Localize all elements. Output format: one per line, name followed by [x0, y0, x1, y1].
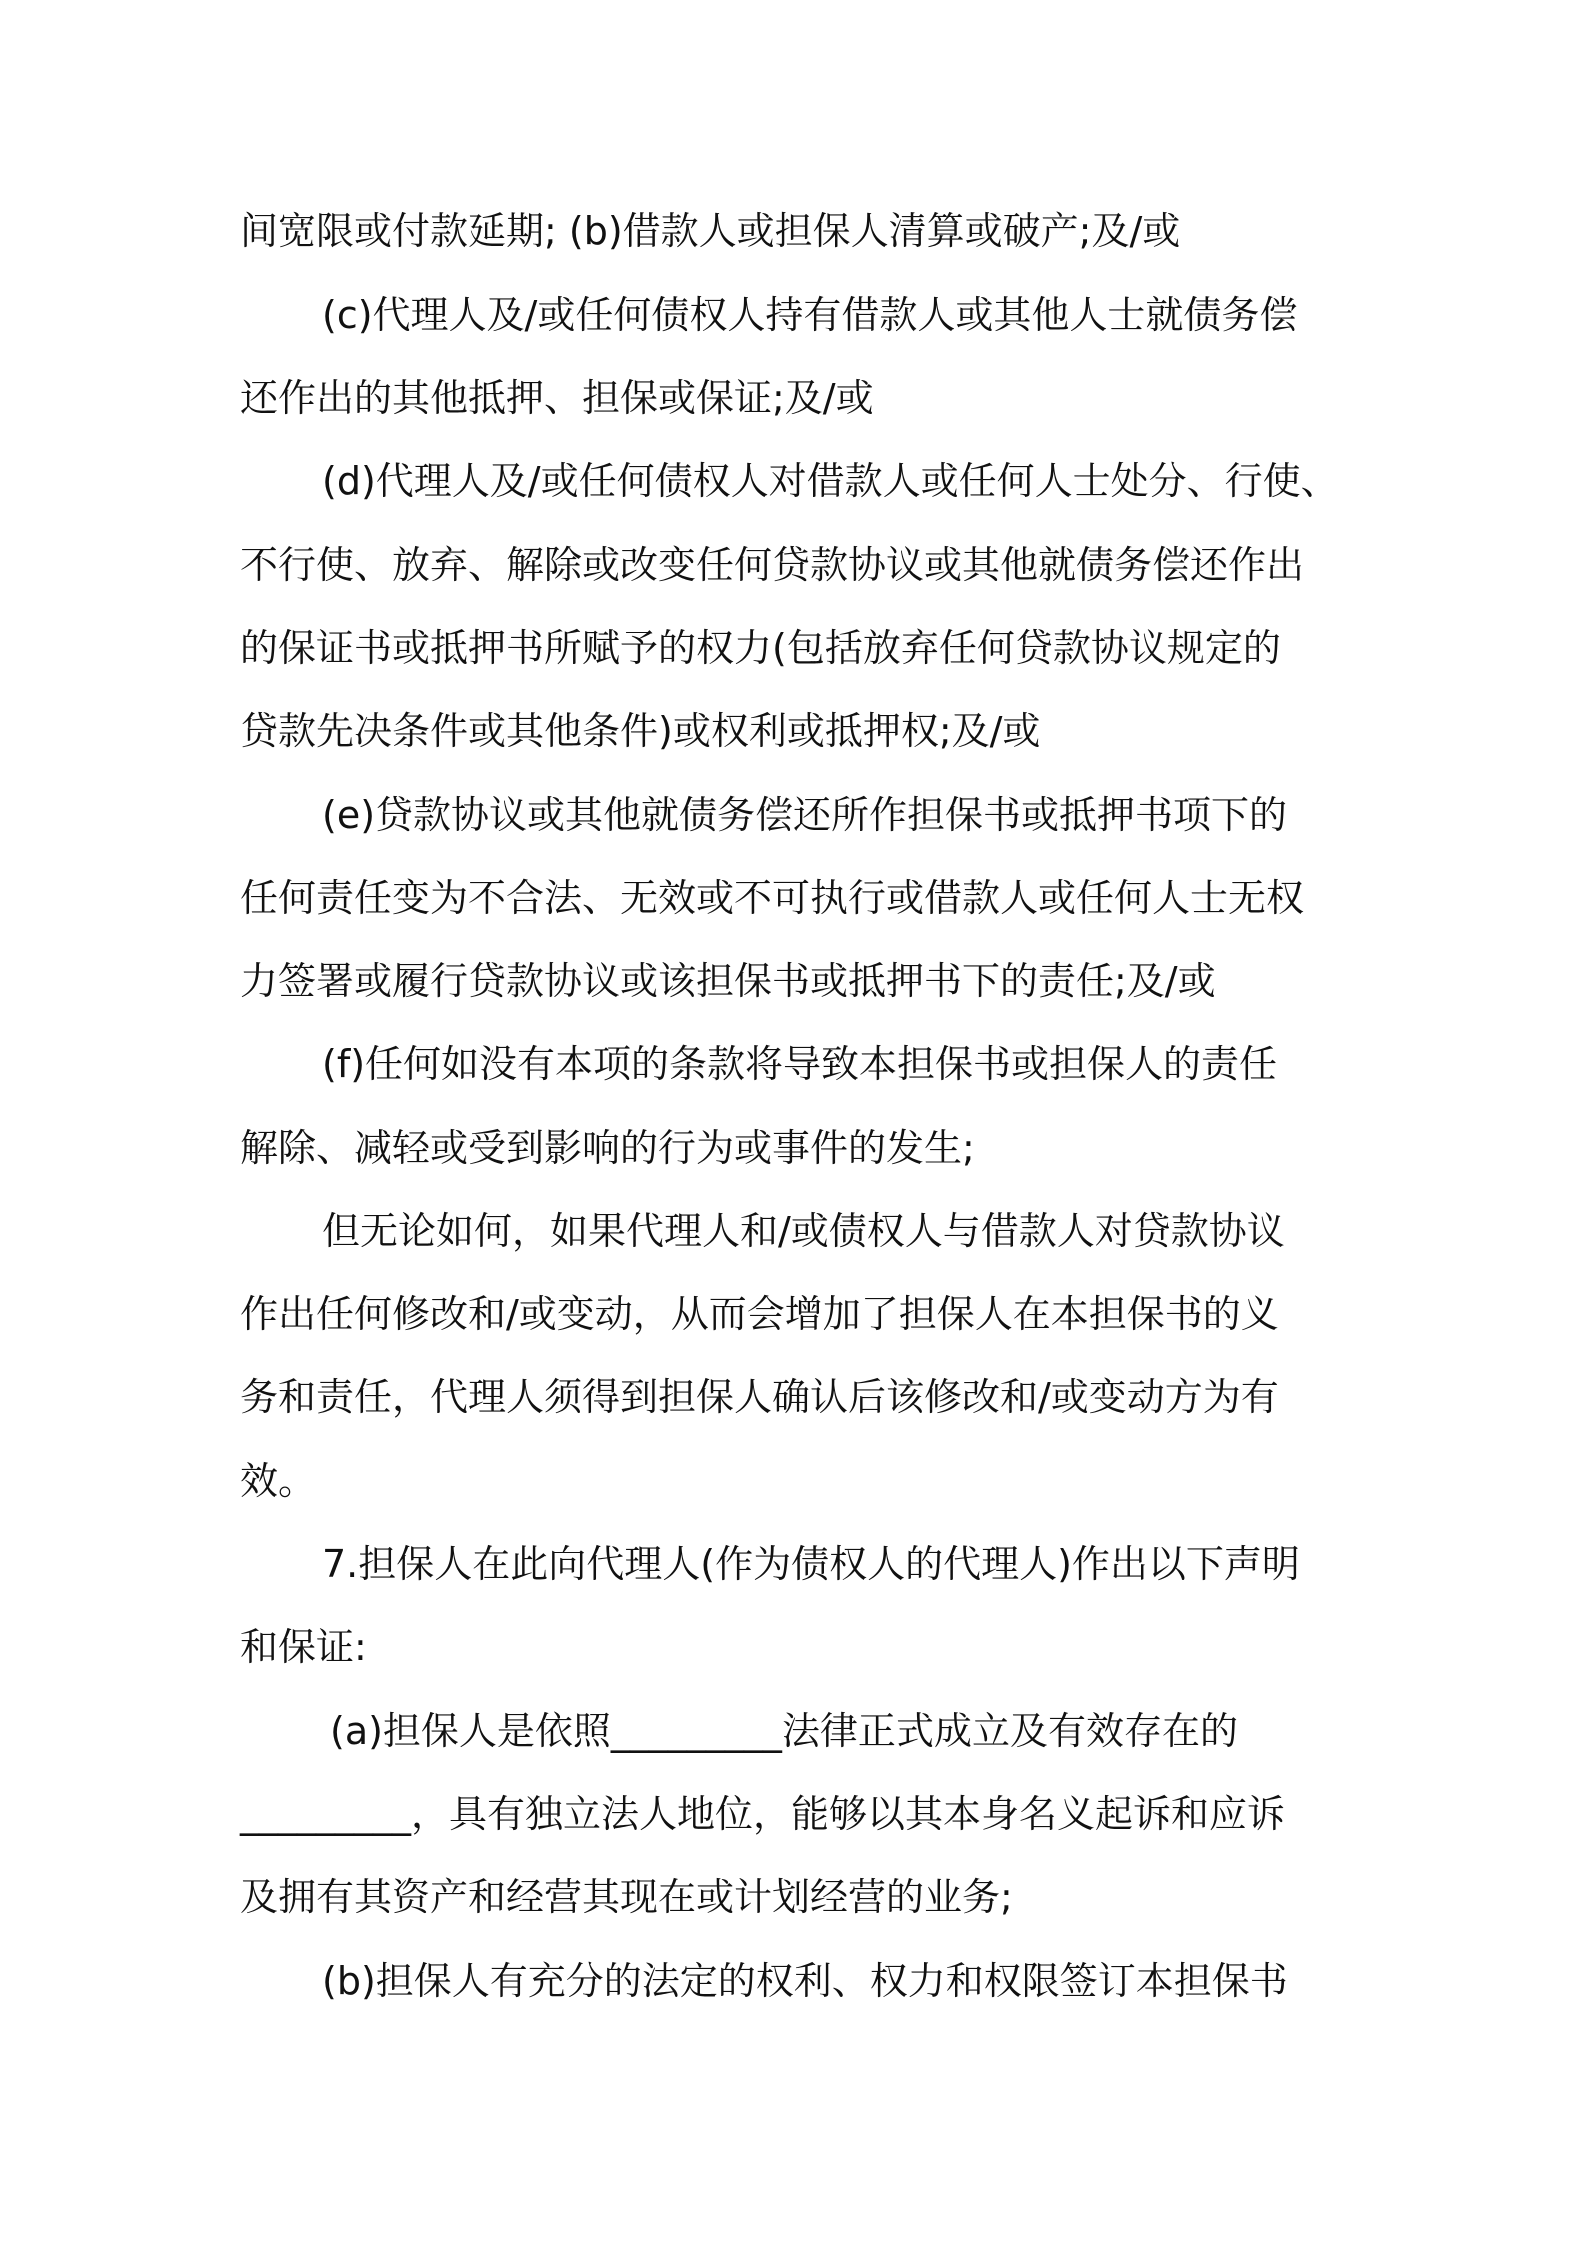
text-line-20: _________，具有独立法人地位，能够以其本身名义起诉和应诉	[240, 1792, 1286, 1836]
text-line-9: 任何责任变为不合法、无效或不可执行或借款人或任何人士无权	[240, 876, 1305, 920]
text-line-7: 贷款先决条件或其他条件)或权利或抵押权;及/或	[240, 709, 1041, 753]
text-line-16: 效。	[240, 1459, 317, 1503]
text-line-15: 务和责任，代理人须得到担保人确认后该修改和/或变动方为有	[240, 1375, 1279, 1419]
text-line-12: 解除、减轻或受到影响的行为或事件的发生;	[240, 1126, 975, 1170]
text-line-4: (d)代理人及/或任何债权人对借款人或任何人士处分、行使、	[322, 459, 1339, 503]
text-line-1: 间宽限或付款延期; (b)借款人或担保人清算或破产;及/或	[240, 209, 1181, 253]
text-line-5: 不行使、放弃、解除或改变任何贷款协议或其他就债务偿还作出	[240, 543, 1305, 587]
text-line-2: (c)代理人及/或任何债权人持有借款人或其他人士就债务偿	[322, 293, 1298, 337]
text-line-21: 及拥有其资产和经营其现在或计划经营的业务;	[240, 1875, 1013, 1919]
text-line-13: 但无论如何，如果代理人和/或债权人与借款人对贷款协议	[322, 1209, 1285, 1253]
text-line-11: (f)任何如没有本项的条款将导致本担保书或担保人的责任	[322, 1042, 1278, 1086]
text-line-3: 还作出的其他抵押、担保或保证;及/或	[240, 376, 874, 420]
text-line-10: 力签署或履行贷款协议或该担保书或抵押书下的责任;及/或	[240, 959, 1216, 1003]
text-line-18: 和保证:	[240, 1625, 367, 1669]
text-line-19: (a)担保人是依照_________法律正式成立及有效存在的	[330, 1709, 1238, 1753]
text-line-22: (b)担保人有充分的法定的权利、权力和权限签订本担保书	[322, 1959, 1288, 2003]
text-line-6: 的保证书或抵押书所赋予的权力(包括放弃任何贷款协议规定的	[240, 626, 1281, 670]
text-line-17: 7.担保人在此向代理人(作为债权人的代理人)作出以下声明	[322, 1542, 1300, 1586]
text-line-14: 作出任何修改和/或变动，从而会增加了担保人在本担保书的义	[240, 1292, 1279, 1336]
text-line-8: (e)贷款协议或其他就债务偿还所作担保书或抵押书项下的	[322, 793, 1288, 837]
